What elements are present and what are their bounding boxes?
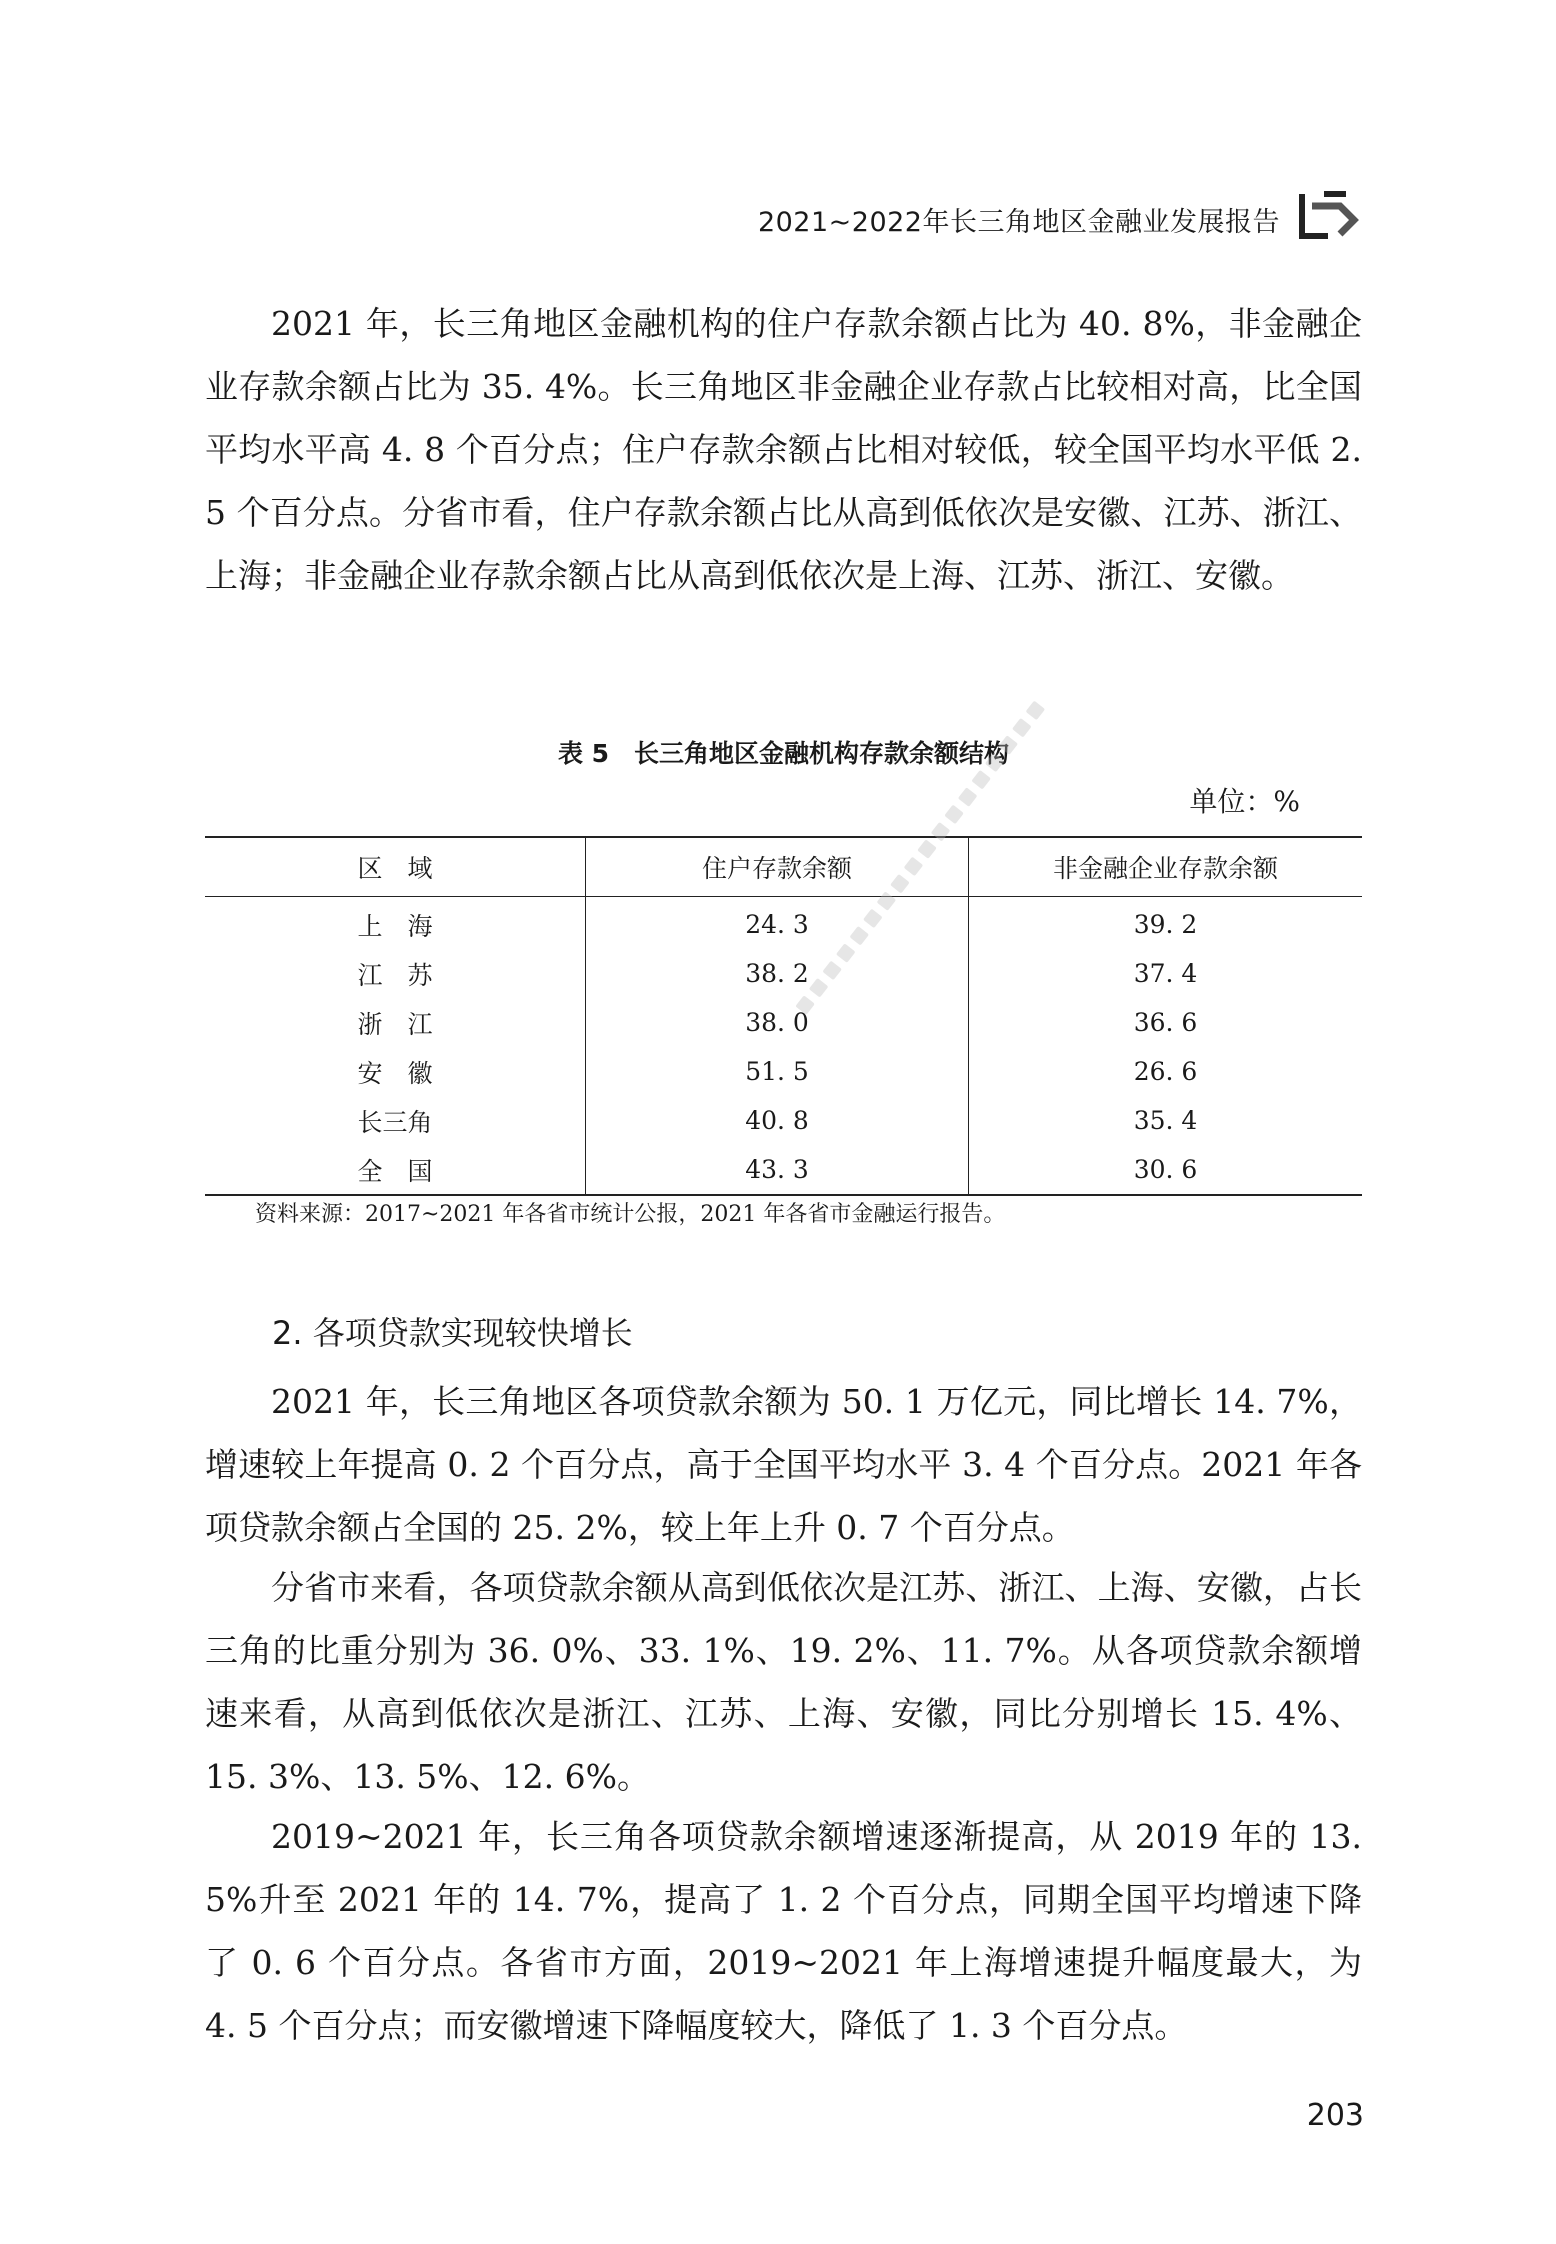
cell-household: 38. 0 [586,998,969,1047]
cell-corporate: 26. 6 [969,1047,1363,1096]
publisher-logo-icon [1298,186,1368,246]
cell-corporate: 39. 2 [969,897,1363,950]
cell-region: 江 苏 [357,960,433,990]
paragraph-loan-growth: 2021 年，长三角地区各项贷款余额为 50. 1 万亿元，同比增长 14. 7%，增速较上年提高 0. 2 个百分点，高于全国平均水平 3. 4 个百分点。2021 年各项贷款余额占全国的 25. 2%，较上年上升 0. 7 个百分点。 [205,1382,1362,1547]
page-number: 203 [1306,2098,1364,2133]
cell-household: 38. 2 [586,949,969,998]
paragraph-loan-trend: 2019~2021 年，长三角各项贷款余额增速逐渐提高，从 2019 年的 13. 5%升至 2021 年的 14. 7%，提高了 1. 2 个百分点，同期全国平均增速下降了 0. 6 个百分点。各省市方面，2019~2021 年上海增速提升幅度最大，为 4. 5 个百分点；而安徽增速下降幅度较大，降低了 1. 3 个百分点。 [205,1817,1362,2045]
cell-household: 43. 3 [586,1145,969,1195]
deposit-structure-table [205,836,1362,1196]
cell-corporate: 30. 6 [969,1145,1363,1195]
paragraph-loan-by-province: 分省市来看，各项贷款余额从高到低依次是江苏、浙江、上海、安徽，占长三角的比重分别为 36. 0%、33. 1%、19. 2%、11. 7%。从各项贷款余额增速来看，从高到低依次是浙江、江苏、上海、安徽，同比分别增长 15. 4%、15. 3%、13. 5%、12. 6%。 [205,1568,1362,1796]
cell-corporate: 35. 4 [969,1096,1363,1145]
table-title: 表 5 长三角地区金融机构存款余额结构 [557,739,1010,768]
running-header: 2021~2022年长三角地区金融业发展报告 [757,207,1280,238]
table-row [205,998,1362,1047]
column-header-household: 住户存款余额 [586,837,969,897]
table-row [205,1145,1362,1195]
cell-corporate: 37. 4 [969,949,1363,998]
table-unit: 单位：% [1189,785,1300,818]
section-heading: 2. 各项贷款实现较快增长 [272,1314,633,1352]
table-row [205,897,1362,950]
cell-household: 40. 8 [586,1096,969,1145]
cell-corporate: 36. 6 [969,998,1363,1047]
column-header-region: 区 域 [205,837,586,897]
cell-region: 全 国 [205,1145,586,1195]
table-row [205,1096,1362,1145]
table-row [205,1047,1362,1096]
cell-household: 51. 5 [586,1047,969,1096]
table-source-note: 资料来源：2017~2021 年各省市统计公报，2021 年各省市金融运行报告。 [255,1202,1006,1227]
paragraph-deposit-structure: 2021 年，长三角地区金融机构的住户存款余额占比为 40. 8%，非金融企业存款余额占比为 35. 4%。长三角地区非金融企业存款占比较相对高，比全国平均水平高 4. 8 个百分点；住户存款余额占比相对较低，较全国平均水平低 2. 5 个百分点。分省市看，住户存款余额占比从高到低依次是安徽、江苏、浙江、上海；非金融企业存款余额占比从高到低依次是上海、江苏、浙江、安徽。 [205,304,1362,595]
cell-region: 上 海 [357,911,433,941]
cell-region: 长三角 [357,1107,433,1137]
cell-household: 24. 3 [586,897,969,950]
cell-region: 安 徽 [357,1058,433,1088]
table-header-row [205,837,1362,897]
column-header-corporate: 非金融企业存款余额 [969,837,1363,897]
cell-region: 浙 江 [357,1009,433,1039]
